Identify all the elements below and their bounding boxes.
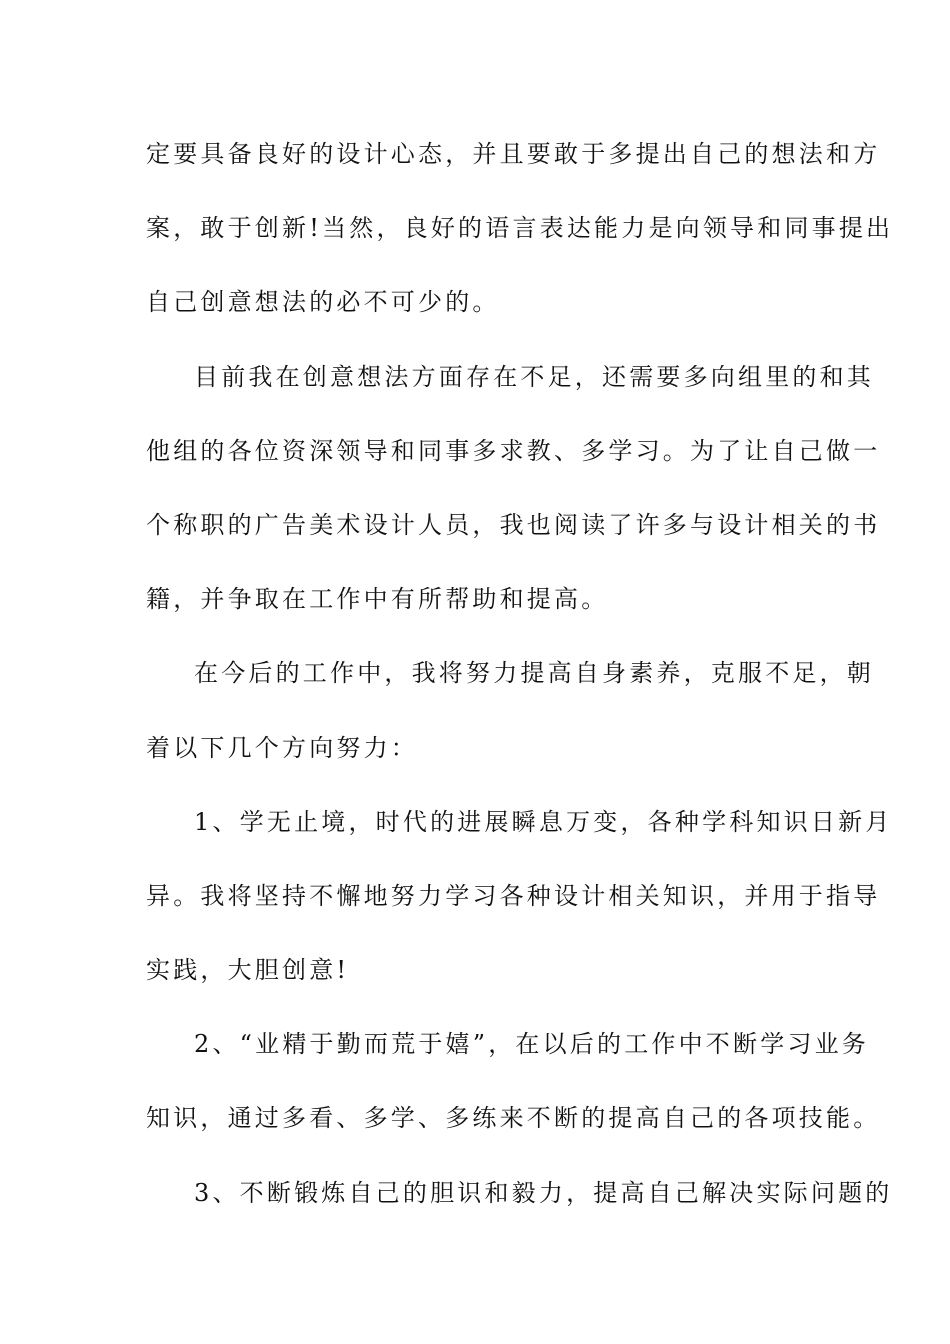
text-line: 知识，通过多看、多学、多练来不断的提高自己的各项技能。 <box>146 1104 881 1133</box>
text-line: 目前我在创意想法方面存在不足，还需要多向组里的和其 <box>194 362 874 391</box>
text-line: 着以下几个方向努力： <box>146 733 418 762</box>
paragraph-1 <box>146 128 894 351</box>
text-line: 他组的各位资深领导和同事多求教、多学习。为了让自己做一 <box>146 436 881 465</box>
text-line: 个称职的广告美术设计人员，我也阅读了许多与设计相关的书 <box>146 510 881 539</box>
text-line: 实践，大胆创意! <box>146 956 350 985</box>
text-line: 定要具备良好的设计心态，并且要敢于多提出自己的想法和方 <box>146 140 881 168</box>
text-line: 在今后的工作中，我将努力提高自身素养，克服不足，朝 <box>194 659 874 688</box>
text-line: 案，敢于创新!当然，良好的语言表达能力是向领导和同事提出 <box>146 214 894 243</box>
text-line: 3、不断锻炼自己的胆识和毅力，提高自己解决实际问题的 <box>194 1178 893 1207</box>
paragraph-2 <box>146 351 881 648</box>
text-line: 自己创意想法的必不可少的。 <box>146 288 500 317</box>
text-line: 1、学无止境，时代的进展瞬息万变，各种学科知识日新月 <box>194 807 893 836</box>
text-line: 2、“业精于勤而荒于嬉”，在以后的工作中不断学习业务 <box>194 1030 870 1059</box>
text-line: 籍，并争取在工作中有所帮助和提高。 <box>146 585 609 614</box>
paragraph-6 <box>146 1167 893 1241</box>
paragraph-3 <box>146 647 874 795</box>
text-line: 异。我将坚持不懈地努力学习各种设计相关知识，并用于指导 <box>146 881 881 910</box>
document-body <box>146 128 894 1241</box>
paragraph-4 <box>146 796 893 1019</box>
paragraph-5 <box>146 1018 881 1166</box>
